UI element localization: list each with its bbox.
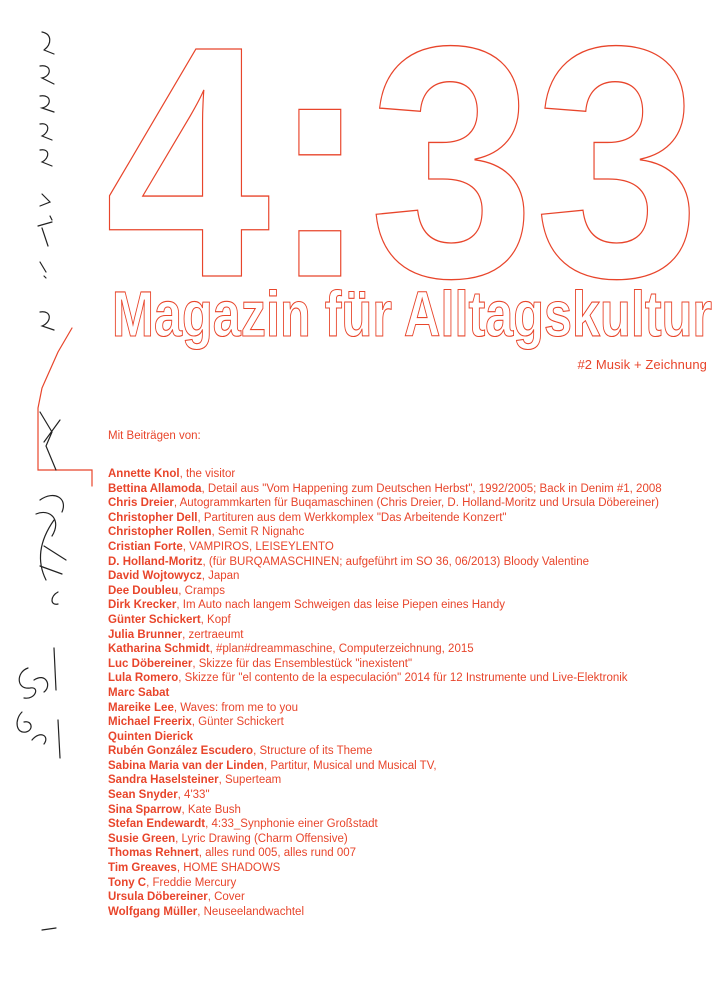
contributor-work: , Superteam: [218, 774, 282, 787]
contributor-entry: [108, 671, 708, 686]
contributor-work: , Partitur, Musical und Musical TV,: [263, 759, 437, 772]
contributor-work: , Lyric Drawing (Charm Offensive): [175, 832, 348, 845]
contributor-work: , 4'33": [177, 789, 210, 802]
contributor-entry: [108, 890, 708, 905]
contributor-name: Luc Döbereiner: [108, 657, 193, 670]
doodle-mark-16: [54, 648, 60, 758]
contributor-work: , Kate Bush: [181, 803, 241, 816]
contributor-work: , #plan#dreammaschine, Computerzeichnung, 2015: [209, 643, 474, 656]
contributor-name: Dirk Krecker: [108, 599, 177, 612]
contributor-entry: [108, 613, 708, 628]
contributor-name: Tony C: [108, 876, 147, 889]
doodle-mark-14: [19, 668, 47, 698]
contributor-name: Sean Snyder: [108, 789, 178, 802]
doodle-mark-15: [17, 712, 46, 744]
contributor-entry: [108, 817, 708, 832]
contributor-work: , Im Auto nach langem Schweigen das leise Piepen eines Handy: [176, 599, 505, 612]
contributor-name: Katharina Schmidt: [108, 643, 210, 656]
contributor-entry: [108, 511, 708, 526]
contributor-work: , 4:33_Synphonie einer Großstadt: [205, 818, 378, 831]
contributor-work: , Cramps: [178, 584, 225, 597]
contributor-name: David Wojtowycz: [108, 570, 202, 583]
contributor-name: Susie Green: [108, 832, 176, 845]
doodle-mark-17: [42, 928, 56, 930]
contributor-work: , VAMPIROS, LEISEYLENTO: [182, 540, 334, 553]
doodle-mark-11: [36, 496, 63, 536]
contributor-work: , the visitor: [179, 468, 236, 480]
contributor-name: D. Holland-Moritz: [108, 555, 203, 568]
contributor-name: Christopher Dell: [108, 511, 198, 524]
contributor-work: , Neuseelandwachtel: [197, 905, 304, 918]
contributor-entry: [108, 701, 708, 716]
doodle-mark-10: [40, 412, 60, 470]
contributor-name: Wolfgang Müller: [108, 905, 198, 918]
contributor-name: Stefan Endewardt: [108, 818, 206, 831]
contributor-work: , zertraeumt: [182, 628, 244, 641]
contributor-work: , Japan: [201, 570, 240, 583]
contributor-work: , Kopf: [200, 613, 231, 626]
contributor-entry: [108, 759, 708, 774]
contributor-entry: [108, 525, 708, 540]
contributor-work: , Detail aus "Vom Happening zum Deutschen Herbst", 1992/2005; Back in Denim #1, 2008: [201, 482, 662, 495]
contributor-entry: [108, 598, 708, 613]
contributor-name: Annette Knol: [108, 468, 180, 480]
doodle-mark-13: [52, 592, 58, 604]
contributor-name: Sina Sparrow: [108, 803, 182, 816]
contributor-name: Michael Freerix: [108, 716, 192, 729]
contributor-work: , (für BURQAMASCHINEN; aufgeführt im SO 36, 06/2013) Bloody Valentine: [202, 555, 590, 568]
contributor-name: Sabina Maria van der Linden: [108, 759, 264, 772]
contributor-work: , Semit R Nignahc: [211, 526, 305, 539]
contributor-entry: [108, 788, 708, 803]
contributor-entry: [108, 803, 708, 818]
contributor-work: , alles rund 005, alles rund 007: [198, 847, 357, 860]
contributor-name: Sandra Haselsteiner: [108, 774, 219, 787]
contributor-entry: [108, 628, 708, 643]
contributor-name: Günter Schickert: [108, 613, 201, 626]
contributor-name: Tim Greaves: [108, 862, 177, 875]
contributor-entry: [108, 832, 708, 847]
contributor-name: Chris Dreier: [108, 497, 174, 510]
contributor-entry: [108, 876, 708, 891]
contributor-name: Mareike Lee: [108, 701, 174, 714]
contributor-entry: [108, 773, 708, 788]
contributor-entry: [108, 861, 708, 876]
contributor-entry: [108, 686, 708, 701]
contributor-name: Christopher Rollen: [108, 526, 212, 539]
doodle-mark-12: [40, 520, 66, 580]
contributor-name: Lula Romero: [108, 672, 179, 685]
contributor-work: , Cover: [207, 891, 245, 904]
contributor-work: , Autogrammkarten für Buqamaschinen (Chris Dreier, D. Holland-Moritz und Ursula Döbereiner): [173, 497, 659, 510]
masthead-title: [0, 0, 720, 300]
contributor-entry: [108, 642, 708, 657]
masthead-title-text: 4:33: [105, 0, 700, 300]
contributor-entry: [108, 657, 708, 672]
contributor-work: , Günter Schickert: [191, 716, 284, 729]
contributor-entry: [108, 569, 708, 584]
contributor-entry: [108, 715, 708, 730]
contributor-name: Rubén González Escudero: [108, 745, 254, 758]
masthead-subtitle-text: Magazin für Alltagskultur: [112, 282, 712, 350]
contributor-work: , HOME SHADOWS: [176, 862, 281, 875]
contributor-entry: [108, 555, 708, 570]
contributor-name: Dee Doubleu: [108, 584, 179, 597]
contributor-work: , Partituren aus dem Werkkomplex "Das Arbeitende Konzert": [197, 511, 507, 524]
contributor-work: , Waves: from me to you: [173, 701, 299, 714]
contributor-work: , Structure of its Theme: [253, 745, 373, 758]
masthead-subtitle: [0, 282, 720, 352]
contributors-intro: Mit Beiträgen von:: [108, 430, 201, 442]
contributor-name: Cristian Forte: [108, 540, 183, 553]
contributor-name: Thomas Rehnert: [108, 847, 199, 860]
contributor-entry: [108, 540, 708, 555]
contributor-work: , Skizze für das Ensemblestück "inexistent": [192, 657, 413, 670]
contributor-name: Quinten Dierick: [108, 730, 193, 743]
contributor-name: Ursula Döbereiner: [108, 891, 208, 904]
contributor-work: , Skizze für "el contento de la especulación" 2014 für 12 Instrumente und Live-Elektronik: [178, 672, 628, 685]
contributor-entry: [108, 905, 708, 920]
contributor-entry: [108, 467, 708, 482]
contributor-name: Bettina Allamoda: [108, 482, 202, 495]
contributor-entry: [108, 496, 708, 511]
contributor-entry: [108, 846, 708, 861]
contributor-name: Julia Brunner: [108, 628, 183, 641]
contributor-entry: [108, 482, 708, 497]
contributor-name: Marc Sabat: [108, 686, 170, 699]
contributor-entry: [108, 730, 708, 745]
contributor-list: [108, 467, 708, 919]
contributor-entry: [108, 744, 708, 759]
contributor-entry: [108, 584, 708, 599]
contributor-work: , Freddie Mercury: [146, 876, 237, 889]
issue-label: #2 Musik + Zeichnung: [577, 357, 707, 372]
